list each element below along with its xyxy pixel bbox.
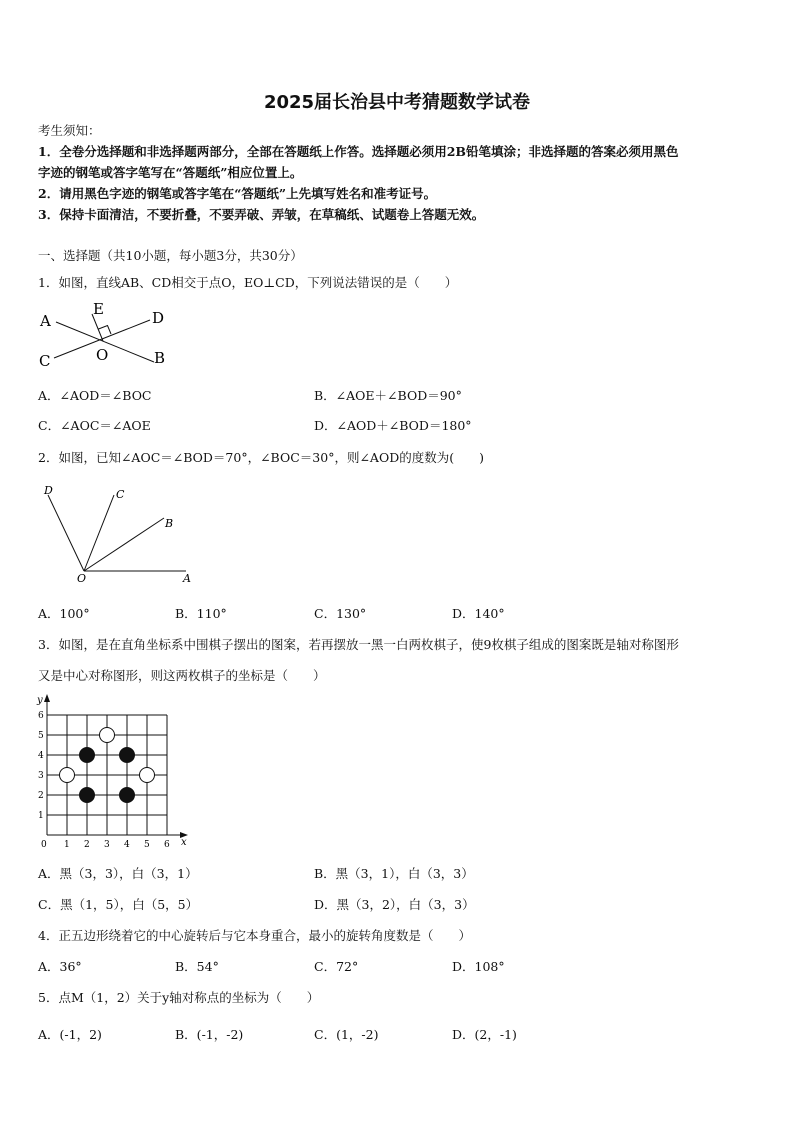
q3-white-stone bbox=[60, 768, 75, 783]
q3-option-a: A．黑（3，3），白（3，1） bbox=[38, 866, 198, 881]
q2-label-o: O bbox=[77, 572, 87, 585]
q3-white-stone bbox=[140, 768, 155, 783]
q4-option-a: A．36° bbox=[38, 959, 82, 974]
q1-label-d: D bbox=[152, 309, 165, 327]
q3-y-tick-label: 1 bbox=[38, 811, 44, 821]
q3-option-b: B．黑（3，1），白（3，3） bbox=[314, 866, 474, 881]
q1-figure bbox=[36, 300, 176, 372]
q2-option-a: A．100° bbox=[38, 606, 90, 621]
q2-label-d: D bbox=[44, 484, 53, 497]
q3-x-tick-label: 5 bbox=[144, 840, 150, 850]
q3-y-tick-label: 2 bbox=[38, 791, 44, 801]
q3-x-tick-label: 0 bbox=[41, 840, 47, 850]
q2-option-b: B．110° bbox=[175, 606, 227, 621]
page-title: 2025届长治县中考猜题数学试卷 bbox=[263, 92, 531, 113]
q3-coordinate-figure bbox=[30, 693, 195, 853]
q2-label-c: C bbox=[116, 488, 125, 501]
q3-white-stone bbox=[100, 728, 115, 743]
q5-option-b: B．(-1，-2) bbox=[175, 1027, 244, 1042]
q1-option-b: B．∠AOE＋∠BOD＝90° bbox=[314, 388, 462, 403]
q3-x-tick-label: 1 bbox=[64, 840, 70, 850]
q3-black-stone bbox=[80, 788, 95, 803]
q3-x-label: x bbox=[181, 837, 187, 848]
q3-y-tick-label: 4 bbox=[38, 751, 44, 761]
q2-option-d: D．140° bbox=[452, 606, 505, 621]
q2-figure bbox=[36, 480, 196, 585]
q1-label-e: E bbox=[93, 300, 104, 318]
notice-item-2: 2．请用黑色字迹的钢笔或答字笔在“答题纸”上先填写姓名和准考证号。 bbox=[38, 186, 437, 201]
q3-x-tick-label: 4 bbox=[124, 840, 130, 850]
q5-stem: 5．点M（1，2）关于y轴对称点的坐标为（ ） bbox=[38, 990, 320, 1005]
q3-x-tick-label: 2 bbox=[84, 840, 90, 850]
q3-black-stone bbox=[120, 748, 135, 763]
q2-option-c: C．130° bbox=[314, 606, 367, 621]
q2-ray-ob bbox=[84, 518, 164, 571]
q3-black-stone bbox=[120, 788, 135, 803]
q4-option-b: B．54° bbox=[175, 959, 219, 974]
q1-option-a: A．∠AOD＝∠BOC bbox=[38, 388, 152, 403]
q2-label-a: A bbox=[183, 572, 191, 585]
q3-y-label: y bbox=[37, 695, 43, 706]
q5-option-a: A．(-1，2) bbox=[38, 1027, 102, 1042]
q1-right-angle-mark bbox=[99, 326, 112, 335]
q3-y-tick-label: 5 bbox=[38, 731, 44, 741]
q3-x-tick-label: 3 bbox=[104, 840, 110, 850]
notice-item-3: 3．保持卡面清洁，不要折叠，不要弄破、弄皱，在草稿纸、试题卷上答题无效。 bbox=[38, 207, 485, 222]
q4-option-c: C．72° bbox=[314, 959, 359, 974]
q3-black-stone bbox=[80, 748, 95, 763]
q2-ray-oc bbox=[84, 495, 114, 571]
q3-option-c: C．黑（1，5），白（5，5） bbox=[38, 897, 199, 912]
q3-y-tick-label: 3 bbox=[38, 771, 44, 781]
q1-label-o: O bbox=[96, 346, 109, 364]
q2-stem: 2．如图，已知∠AOC＝∠BOD＝70°，∠BOC＝30°，则∠AOD的度数为( ) bbox=[38, 450, 484, 465]
notice-item-1-cont: 字迹的钢笔或答字笔写在“答题纸”相应位置上。 bbox=[38, 165, 303, 180]
q5-option-c: C．(1，-2) bbox=[314, 1027, 379, 1042]
q4-option-d: D．108° bbox=[452, 959, 505, 974]
q4-stem: 4．正五边形绕着它的中心旋转后与它本身重合，最小的旋转角度数是（ ） bbox=[38, 928, 471, 943]
q3-option-d: D．黑（3，2），白（3，3） bbox=[314, 897, 475, 912]
q3-stem-line2: 又是中心对称图形，则这两枚棋子的坐标是（ ） bbox=[38, 668, 326, 683]
q1-option-c: C．∠AOC＝∠AOE bbox=[38, 418, 151, 433]
q1-label-c: C bbox=[39, 352, 51, 370]
q3-stem-line1: 3．如图，是在直角坐标系中围棋子摆出的图案，若再摆放一黑一白两枚棋子，使9枚棋子组成的图案既是轴对称图形 bbox=[38, 637, 679, 652]
q1-stem: 1．如图，直线AB、CD相交于点O，EO⊥CD，下列说法错误的是（ ） bbox=[38, 275, 458, 290]
q1-label-a: A bbox=[40, 312, 51, 330]
q3-y-tick-label: 6 bbox=[38, 711, 44, 721]
q2-ray-od bbox=[48, 495, 84, 571]
notice-heading: 考生须知： bbox=[38, 123, 101, 138]
section-heading: 一、选择题（共10小题，每小题3分，共30分） bbox=[38, 248, 303, 263]
q3-y-axis-arrow bbox=[44, 694, 50, 702]
q1-option-d: D．∠AOD＋∠BOD＝180° bbox=[314, 418, 472, 433]
notice-item-1: 1．全卷分选择题和非选择题两部分，全部在答题纸上作答。选择题必须用2B铅笔填涂；非选择题的答案必须用黑色 bbox=[38, 144, 679, 159]
q2-label-b: B bbox=[165, 517, 174, 530]
q5-option-d: D．(2，-1) bbox=[452, 1027, 517, 1042]
q1-label-b: B bbox=[154, 349, 166, 367]
q3-x-tick-label: 6 bbox=[164, 840, 170, 850]
